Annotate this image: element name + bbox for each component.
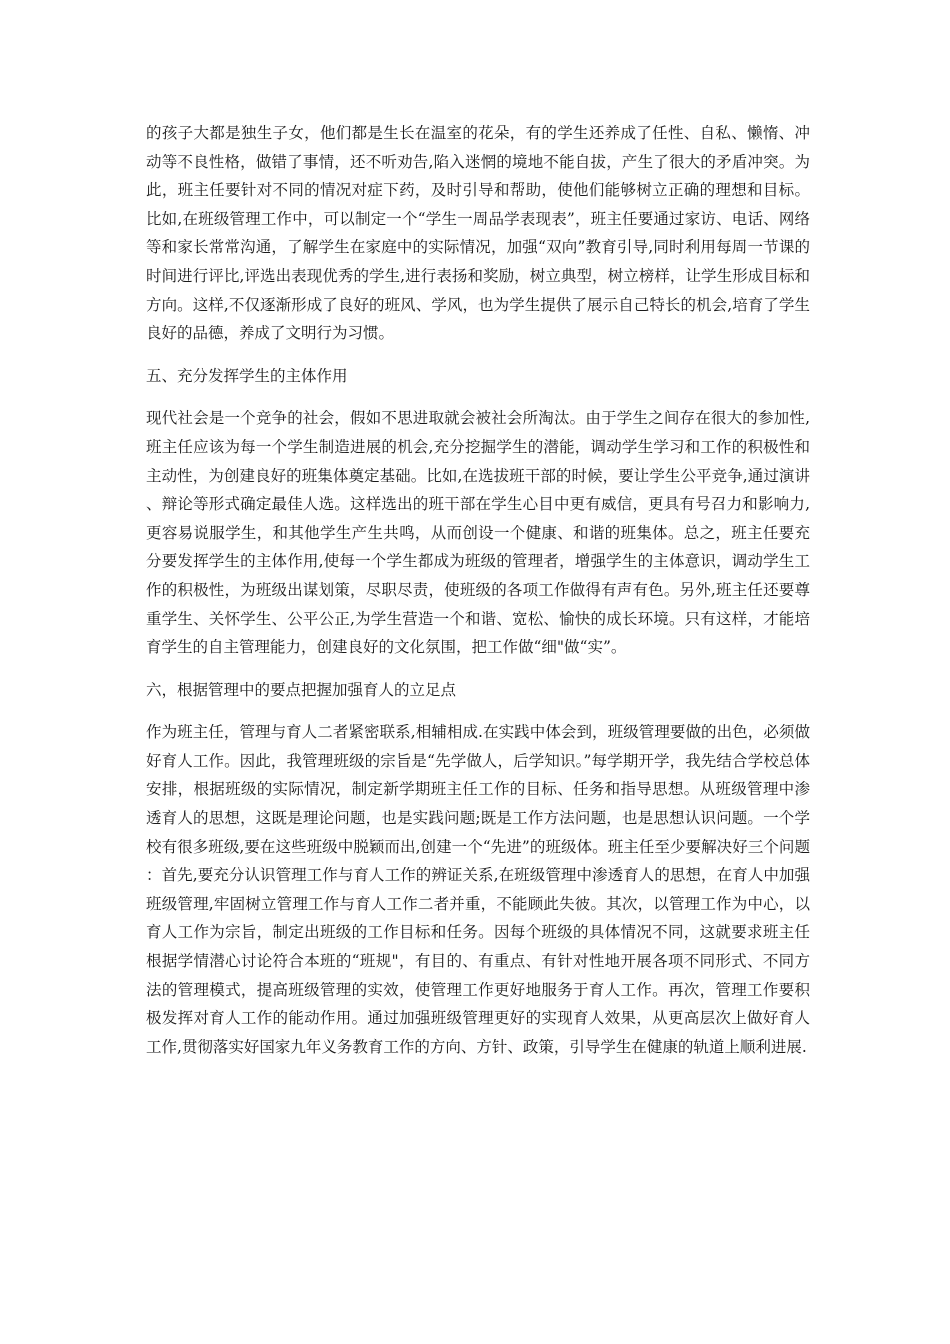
paragraph-class-behavior: 的孩子大都是独生子女，他们都是生长在温室的花朵，有的学生还养成了任性、自私、懒惰、冲动等不良性格，做错了事情，还不听劝告,陷入迷惘的境地不能自拔，产生了很大的矛盾冲突。为此，班主任要针对不同的情况对症下药，及时引导和帮助，使他们能够树立正确的理想和目标。比如,在班级管理工作中，可以制定一个“学生一周品学表现表”，班主任要通过家访、电话、网络等和家长常常沟通，了解学生在家庭中的实际情况，加强“双向”教育引导,同时利用每周一节课的时间进行评比,评选出表现优秀的学生,进行表扬和奖励，树立典型，树立榜样，让学生形成目标和方向。这样,不仅逐渐形成了良好的班风、学风，也为学生提供了展示自己特长的机会,培育了学生良好的品德，养成了文明行为习惯。	[146, 124, 810, 343]
section-heading-6: 六，根据管理中的要点把握加强育人的立足点	[146, 680, 457, 699]
document-body	[146, 119, 810, 1061]
paragraph-student-role: 现代社会是一个竞争的社会，假如不思进取就会被社会所淘汰。由于学生之间存在很大的参加性,班主任应该为每一个学生制造进展的机会,充分挖掘学生的潜能，调动学生学习和工作的积极性和主动性，为创建良好的班集体奠定基础。比如,在选拔班干部的时候，要让学生公平竞争,通过演讲、辩论等形式确定最佳人选。这样选出的班干部在学生心目中更有威信，更具有号召力和影响力,更容易说服学生，和其他学生产生共鸣，从而创设一个健康、和谐的班集体。总之，班主任要充分要发挥学生的主体作用,使每一个学生都成为班级的管理者，增强学生的主体意识，调动学生工作的积极性，为班级出谋划策，尽职尽责，使班级的各项工作做得有声有色。另外,班主任还要尊重学生、关怀学生、公平公正,为学生营造一个和谐、宽松、愉快的成长环境。只有这样，才能培育学生的自主管理能力，创建良好的文化氛围，把工作做“细"做“实”。	[146, 409, 810, 657]
paragraph-management-education: 作为班主任，管理与育人二者紧密联系,相辅相成.在实践中体会到，班级管理要做的出色，必须做好育人工作。因此，我管理班级的宗旨是“先学做人，后学知识。”每学期开学，我先结合学校总体安排，根据班级的实际情况，制定新学期班主任工作的目标、任务和指导思想。从班级管理中渗透育人的思想，这既是理论问题，也是实践问题;既是工作方法问题，也是思想认识问题。一个学校有很多班级,要在这些班级中脱颖而出,创建一个“先进”的班级体。班主任至少要解决好三个问题：首先,要充分认识管理工作与育人工作的辨证关系,在班级管理中渗透育人的思想，在育人中加强班级管理,牢固树立管理工作与育人工作二者并重，不能顾此失彼。其次，以管理工作为中心，以育人工作为宗旨，制定出班级的工作目标和任务。因每个班级的具体情况不同，这就要求班主任根据学情潜心讨论符合本班的“班规"，有目的、有重点、有针对性地开展各项不同形式、不同方法的管理模式，提高班级管理的实效，使管理工作更好地服务于育人工作。再次，管理工作要积极发挥对育人工作的能动作用。通过加强班级管理更好的实现育人效果，从更高层次上做好育人工作,贯彻落实好国家九年义务教育工作的方向、方针、政策，引导学生在健康的轨道上顺利进展.	[146, 723, 810, 1056]
section-heading-5: 五、充分发挥学生的主体作用	[146, 366, 348, 385]
